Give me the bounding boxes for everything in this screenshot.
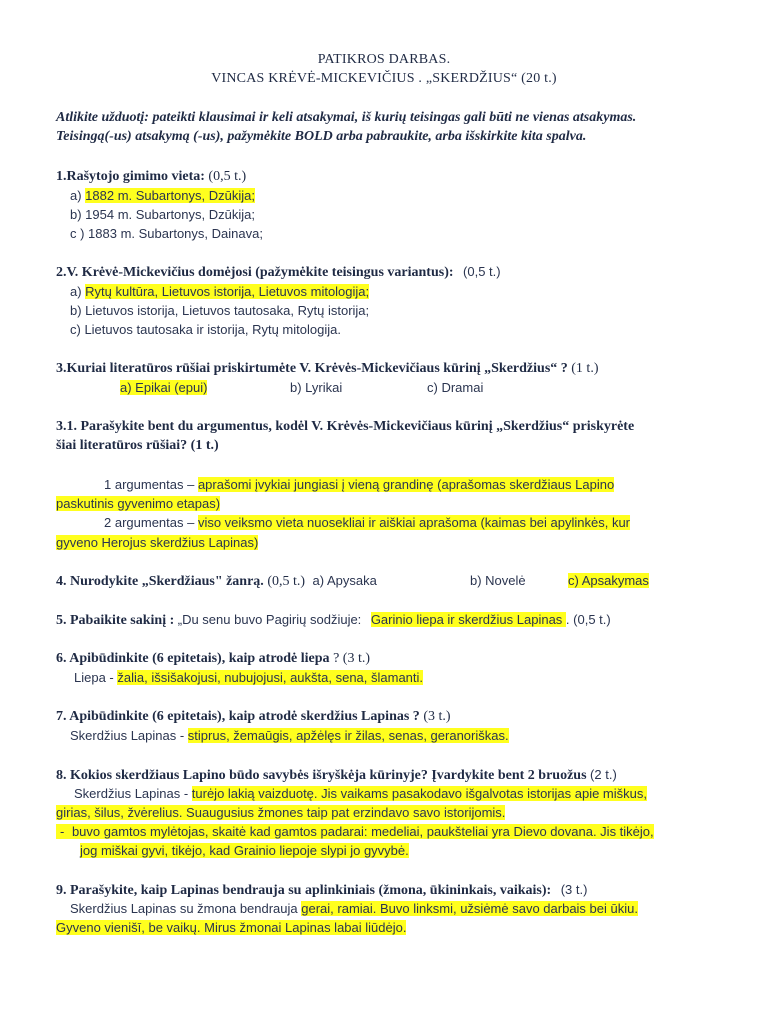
argument-1-text: aprašomi įvykiai jungiasi į vieną grandinę (aprašomas skerdžiaus Lapino [197, 477, 615, 492]
question-5-points: . (0,5 t.) [565, 612, 611, 627]
question-6-label: Liepa - [74, 670, 118, 685]
question-3 [56, 361, 598, 377]
question-3-1-line-2: šiai literatūros rūšiai? (1 t.) [56, 438, 219, 453]
question-8-answer-line-3: - buvo gamtos mylėtojas, skaitė kad gamtos padarai: medeliai, paukšteliai yra Dievo dovana. Jis tikėjo, [56, 824, 654, 839]
question-4-option-a: a) Apysaka [312, 573, 377, 588]
question-4-text: 4. Nurodykite „Skerdžiaus" žanrą. [56, 574, 264, 589]
question-3-1-line-1: 3.1. Parašykite bent du argumentus, kodėl V. Krėvės-Mickevičiaus kūrinį „Skerdžius“ priskyrėte [56, 419, 635, 434]
question-9-points: (3 t.) [560, 882, 588, 897]
question-6-text: 6. Apibūdinkite (6 epitetais), kaip atrodė liepa [56, 651, 330, 666]
question-5-prompt: „Du senu buvo Pagirių sodžiuje: [177, 612, 362, 627]
argument-1-label: 1 argumentas – [104, 477, 198, 492]
question-1-option-c: c ) 1883 m. Subartonys, Dainava; [70, 226, 263, 241]
question-1-option-b: b) 1954 m. Subartonys, Dzūkija; [70, 207, 255, 222]
question-1 [56, 169, 246, 185]
argument-2-continued: gyveno Herojus skerdžius Lapinas) [56, 535, 259, 550]
question-5 [56, 612, 611, 629]
question-2-text: 2.V. Krėvė-Mickevičius domėjosi (pažymėkite teisingus variantus): [56, 265, 454, 280]
question-6-points: ? (3 t.) [333, 651, 370, 666]
question-7 [56, 709, 451, 725]
question-6 [56, 651, 370, 667]
question-5-text: 5. Pabaikite sakinį : [56, 613, 175, 628]
question-8 [56, 767, 617, 784]
question-1-text: 1.Rašytojo gimimo vieta: [56, 169, 205, 184]
argument-2 [104, 515, 630, 530]
question-1-answer-highlight: 1882 m. Subartonys, Dzūkija; [85, 188, 255, 203]
question-8-text: 8. Kokios skerdžiaus Lapino būdo savybės išryškėja kūrinyje? Įvardykite bent 2 bruožus [56, 768, 587, 783]
question-8-answer-line-2: girias, šilus, žvėrelius. Suaugusius žmones taip pat erzindavo savo istorijomis. [56, 805, 506, 820]
argument-2-label: 2 argumentas – [104, 515, 198, 530]
question-9-answer-line-1: Skerdžius Lapinas su žmona bendrauja gerai, ramiai. Buvo linksmi, užsiėmė savo darbais bei ūkiu. [70, 901, 638, 916]
question-3-option-b: b) Lyrikai [290, 380, 343, 395]
question-4-option-b: b) Novelė [470, 573, 526, 588]
instructions-line-1: Atlikite užduotį: pateikti klausimai ir keli atsakymai, iš kurių teisingas gali būti ne vienas atsakymas. [56, 110, 637, 125]
question-3-points: (1 t.) [571, 361, 599, 376]
question-9-label: Skerdžius Lapinas su žmona bendrauja [70, 901, 302, 916]
question-2-option-a: a) Rytų kultūra, Lietuvos istorija, Lietuvos mitologija; [70, 284, 370, 299]
question-6-answer-line [74, 670, 423, 685]
question-4-option-c: c) Apsakymas [568, 573, 649, 588]
question-7-text: 7. Apibūdinkite (6 epitetais), kaip atrodė skerdžius Lapinas ? [56, 709, 420, 724]
question-7-answer: stiprus, žemaūgis, apžėlęs ir žilas, senas, geranoriškas. [187, 728, 509, 743]
question-8-points: (2 t.) [590, 767, 617, 782]
question-7-answer-line [70, 728, 509, 743]
question-6-answer: žalia, išsišakojusi, nubujojusi, aukšta, sena, šlamanti. [117, 670, 424, 685]
question-2-answer-highlight: Rytų kultūra, Lietuvos istorija, Lietuvos mitologija; [85, 284, 370, 299]
bullet-dash: - [56, 824, 68, 839]
question-9-answer-line-2: Gyveno vienišī, be vaikų. Mirus žmonai Lapinas labai liūdėjo. [56, 920, 407, 935]
document-subtitle: VINCAS KRĖVĖ-MICKEVIČIUS . „SKERDŽIUS“ (20 t.) [211, 71, 557, 86]
question-1-points: (0,5 t.) [208, 169, 247, 184]
question-2-option-c: c) Lietuvos tautosaka ir istorija, Rytų mitologija. [70, 322, 341, 337]
question-2-option-b: b) Lietuvos istorija, Lietuvos tautosaka, Rytų istorija; [70, 303, 370, 318]
question-9-text: 9. Parašykite, kaip Lapinas bendrauja su aplinkiniais (žmona, ūkininkais, vaikais): [56, 883, 552, 898]
question-3-option-a: a) Epikai (epui) [120, 380, 208, 395]
question-3-text: 3.Kuriai literatūros rūšiai priskirtumėte V. Krėvės-Mickevičiaus kūrinį „Skerdžius“ ? [56, 361, 568, 376]
question-1-option-a: a) 1882 m. Subartonys, Dzūkija; [70, 188, 255, 203]
argument-1 [104, 477, 614, 492]
argument-2-text: viso veiksmo vieta nuosekliai ir aiškiai aprašoma (kaimas bei apylinkės, kur [197, 515, 631, 530]
argument-1-continued: paskutinis gyvenimo etapas) [56, 496, 221, 511]
question-5-answer: Garinio liepa ir skerdžius Lapinas [370, 612, 566, 627]
document-title: PATIKROS DARBAS. [317, 52, 451, 67]
question-3-option-c: c) Dramai [427, 380, 484, 395]
question-4-points: (0,5 t.) [267, 574, 306, 589]
question-8-label: Skerdžius Lapinas - [74, 786, 192, 801]
question-7-points: (3 t.) [423, 709, 451, 724]
question-4 [56, 573, 377, 590]
instructions-line-2: Teisingą(-us) atsakymą (-us), pažymėkite BOLD arba pabraukite, arba išskirkite kita spalva. [56, 129, 587, 144]
question-9 [56, 882, 587, 899]
question-8-answer-line-1: Skerdžius Lapinas - turėjo lakią vaizduotę. Jis vaikams pasakodavo išgalvotas istorijas apie miškus, [74, 786, 647, 801]
question-2-points: (0,5 t.) [463, 264, 501, 279]
question-8-answer-line-4: jog miškai gyvi, tikėjo, kad Grainio liepoje slypi jo gyvybė. [80, 843, 409, 858]
question-2 [56, 264, 501, 281]
question-7-label: Skerdžius Lapinas - [70, 728, 188, 743]
